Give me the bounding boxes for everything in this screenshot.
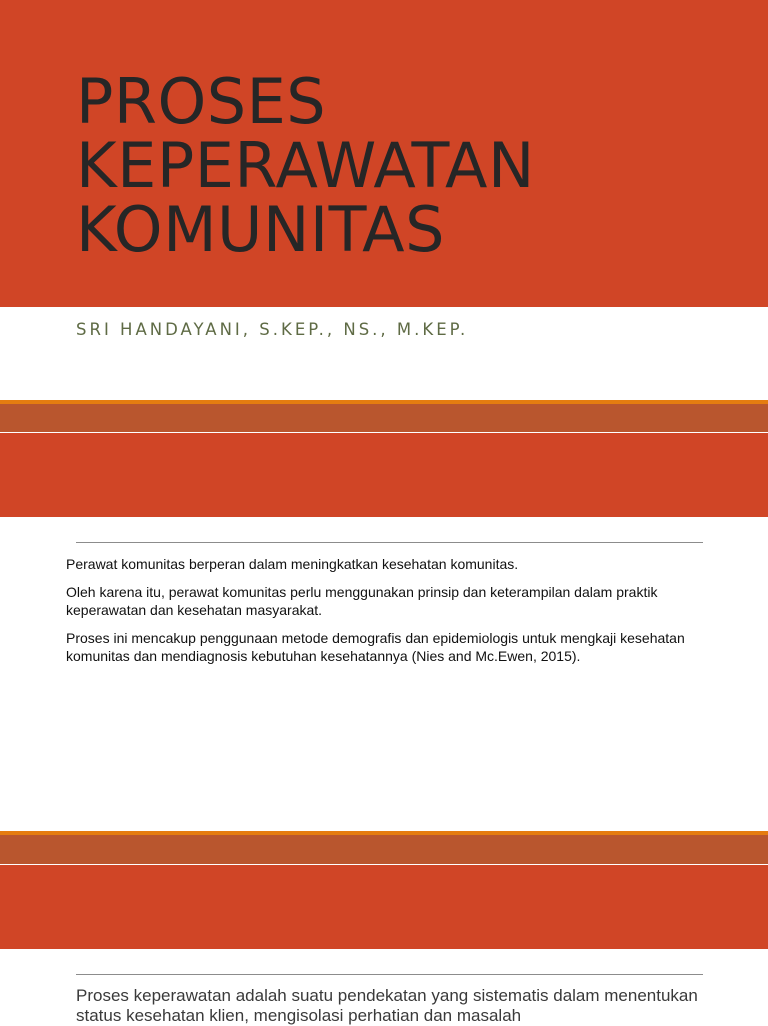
slide3-rule: [76, 974, 703, 975]
slide-title-line-1: PROSES: [76, 65, 327, 138]
slide3-paragraph: Proses keperawatan adalah suatu pendekatan yang sistematis dalam menentukan status kesehatan klien, mengisolasi perhatian dan masalah: [76, 986, 698, 1025]
slide2-rule: [76, 542, 703, 543]
slide-divider-band-2: [0, 835, 768, 864]
slide3-header-bar: [0, 865, 768, 949]
slide-divider-band: [0, 404, 768, 432]
slide-title-line-3: KOMUNITAS: [76, 193, 445, 266]
slide2-paragraph-3: Proses ini mencakup penggunaan metode demografis dan epidemiologis untuk mengkaji kesehatan komunitas dan mendiagnosis kebutuhan kesehatannya (Nies and Mc.Ewen, 2015).: [66, 630, 685, 664]
slide2-header-bar: [0, 433, 768, 517]
slide-title-line-2: KEPERAWATAN: [76, 129, 535, 202]
slide2-paragraph-1: Perawat komunitas berperan dalam meningkatkan kesehatan komunitas.: [66, 556, 519, 572]
slide-title: [76, 65, 736, 266]
slide-subtitle: SRI HANDAYANI, S.KEP., NS., M.KEP.: [76, 320, 469, 339]
slide2-paragraph-2: Oleh karena itu, perawat komunitas perlu menggunakan prinsip dan keterampilan dalam praktik keperawatan dan kesehatan masyarakat.: [66, 584, 658, 618]
